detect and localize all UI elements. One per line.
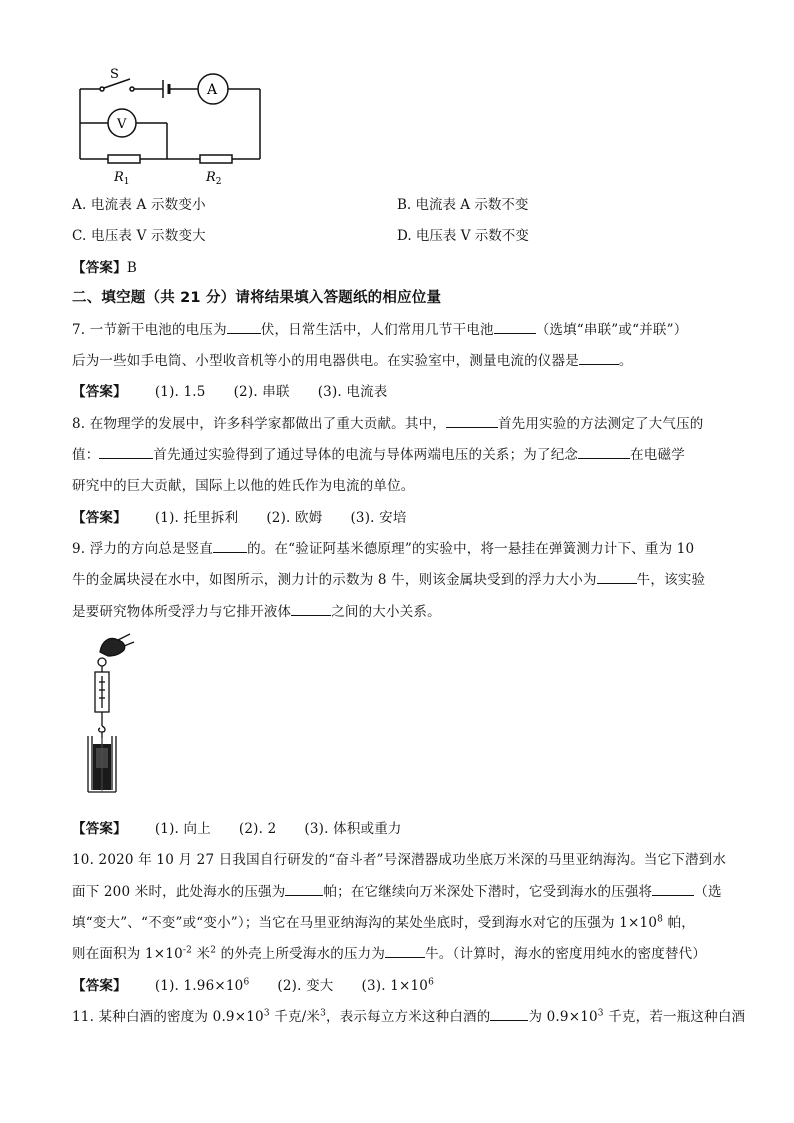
q10-line2: 面下 200 米时，此处海水的压强为 帕；在它继续向万米深处下潜时，它受到海水的压强将 （选 xyxy=(72,884,722,900)
q6-option-c: C. 电压表 V 示数变大 xyxy=(72,228,206,244)
q10-answer: 【答案】 (1). $1.96\times 10^6$ (2). 变大 (3). $1\times 10^6$ xyxy=(72,977,435,994)
q6-option-b: B. 电流表 A 示数不变 xyxy=(397,197,529,213)
r1-label: $R_1$ xyxy=(114,170,130,186)
q9-line2: 牛的金属块浸在水中，如图所示，测力计的示数为 8 牛，则该金属块受到的浮力大小为 牛，该实验 xyxy=(72,572,706,588)
q11-line1: 11. 某种白酒的密度为 $0.9\times 10^3$ 千克/米$^3$，表示每立方米这种白酒的 为 $0.9\times 10^3$ 千克，若一瓶这种白酒 xyxy=(72,1008,746,1025)
section-title: 二、填空题（共 21 分）请将结果填入答题纸的相应位量 xyxy=(72,290,442,306)
q6-option-a: A. 电流表 A 示数变小 xyxy=(72,197,206,213)
spring-balance-figure xyxy=(78,632,138,802)
q10-line3: 填“变大”、“不变”或“变小”）；当它在马里亚纳海沟的某处坐底时，受到海水对它的压强为 $1\times 10^8$ 帕， xyxy=(72,914,695,931)
q7-line1: 7. 一节新干电池的电压为 伏，日常生活中，人们常用几节干电池 （选填“串联”或“并联”） xyxy=(72,322,688,338)
q7-line2: 后为一些如手电筒、小型收音机等小的用电器供电。在实验室中，测量电流的仪器是 。 xyxy=(72,353,633,369)
circuit-diagram xyxy=(70,66,270,186)
q6-option-d: D. 电压表 V 示数不变 xyxy=(397,228,529,244)
ammeter-label: A xyxy=(207,82,218,98)
q10-line1: 10. 2020 年 10 月 27 日我国自行研发的“奋斗者”号深潜器成功坐底万米深的马里亚纳海沟。当它下潜到水 xyxy=(72,852,727,868)
q9-line3: 是要研究物体所受浮力与它排开液体 之间的大小关系。 xyxy=(72,604,441,620)
q9-answer: 【答案】 (1). 向上 (2). 2 (3). 体积或重力 xyxy=(72,821,402,837)
q8-line1: 8. 在物理学的发展中，许多科学家都做出了重大贡献。其中， 首先用实验的方法测定了大气压的 xyxy=(72,416,704,432)
r2-label: $R_2$ xyxy=(206,170,222,186)
q10-line4: 则在面积为 $1\times 10^{-2}$ 米$^2$ 的外壳上所受海水的压力为 牛。（计算时，海水的密度用纯水的密度替代） xyxy=(72,945,707,962)
switch-label: S xyxy=(110,67,119,82)
voltmeter-label: V xyxy=(117,117,127,132)
q9-line1: 9. 浮力的方向总是竖直 的。在“验证阿基米德原理”的实验中，将一悬挂在弹簧测力计下、重为 10 xyxy=(72,541,695,557)
q7-answer: 【答案】 (1). 1.5 (2). 串联 (3). 电流表 xyxy=(72,384,388,400)
q6-answer: 【答案】B xyxy=(72,260,137,276)
q8-answer: 【答案】 (1). 托里拆利 (2). 欧姆 (3). 安培 xyxy=(72,510,407,526)
q8-line3: 研究中的巨大贡献，国际上以他的姓氏作为电流的单位。 xyxy=(72,478,415,494)
q8-line2: 值： 首先通过实验得到了通过导体的电流与导体两端电压的关系；为了纪念 在电磁学 xyxy=(72,447,685,463)
